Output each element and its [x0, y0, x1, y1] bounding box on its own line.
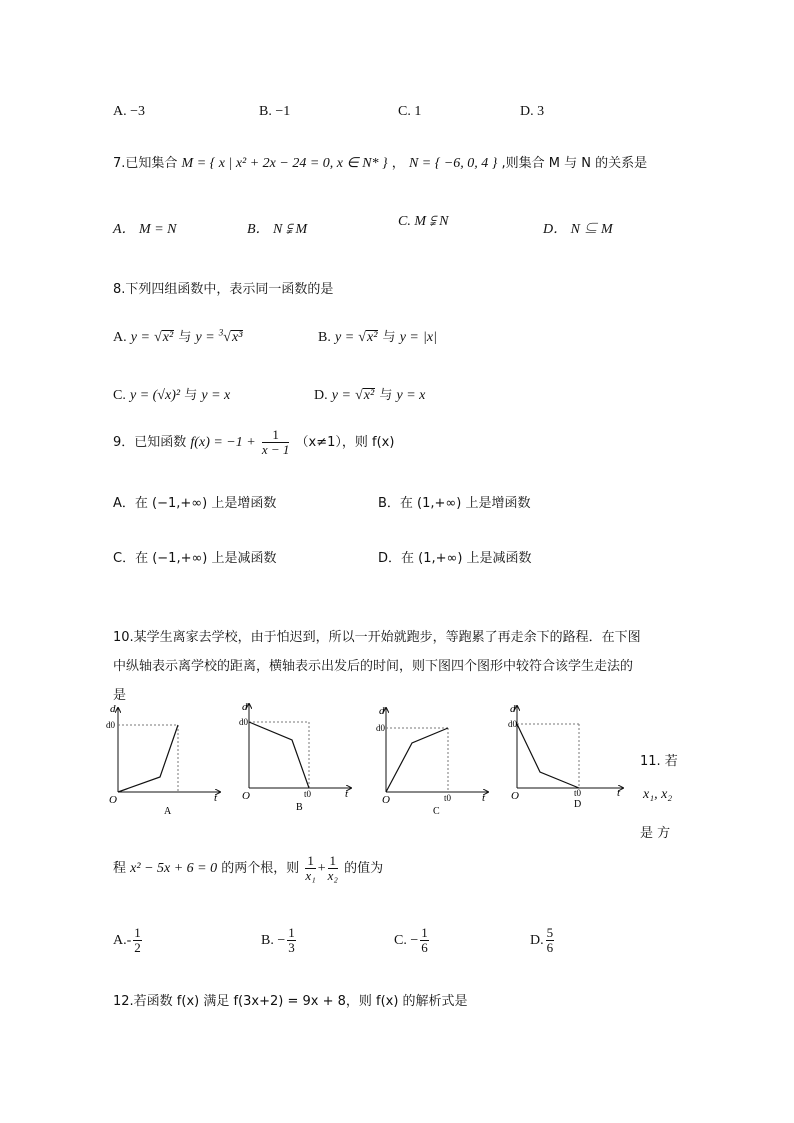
q11-side-1: 11. 若 — [640, 754, 678, 769]
q7-stem-suffix: ,则集合 M 与 N 的关系是 — [501, 156, 648, 171]
q10-c-axis-o: O — [382, 794, 390, 806]
q10-b-axis-t: t — [345, 788, 349, 800]
q10-d-axis-t: t — [617, 787, 621, 799]
q10-b-t0: t0 — [304, 789, 312, 799]
q10-c-axis-t: t — [482, 792, 486, 804]
q9-option-c: C．在 (−1,+∞) 上是减函数 — [113, 551, 277, 566]
q8-option-d: D. y = √x² 与 y = x — [314, 388, 426, 403]
q10-b-axis-o: O — [242, 790, 250, 802]
q8-option-b: B. y = √x² 与 y = |x| — [318, 330, 437, 345]
q10-line3: 是 — [113, 688, 127, 703]
q8-stem: 8.下列四组函数中，表示同一函数的是 — [113, 282, 334, 297]
q10-graph-b — [237, 700, 357, 825]
q7-stem-prefix: 7.已知集合 — [113, 156, 178, 171]
q9-option-b: B．在 (1,+∞) 上是增函数 — [378, 496, 531, 511]
q7-option-d: D． N ⊆ M — [543, 222, 613, 237]
q12-stem: 12.若函数 f(x) 满足 f(3x+2) = 9x + 8，则 f(x) 的解析式是 — [113, 994, 468, 1009]
q10-a-label: A — [164, 806, 172, 817]
q11-option-c: C. − $\frac{1}{6}$ — [394, 925, 428, 955]
q7-option-a: A． M = N — [113, 222, 177, 237]
q10-a-d0: d0 — [106, 720, 115, 730]
q11-fraction-2: $\frac{1}{\text{x₂}}$ — [327, 853, 338, 883]
q7-stem — [113, 152, 647, 172]
q11-option-b: B. − $\frac{1}{3}$ — [261, 925, 295, 955]
q7-sep: ， — [391, 156, 405, 171]
q11-option-d: D. $\frac{5}{6}$ — [530, 925, 554, 955]
q10-graph-a — [108, 700, 228, 825]
q11-side-3: 是 方 — [640, 826, 671, 841]
q10-c-axis-d: d — [379, 705, 385, 717]
q9-fraction: $\frac{1}{x - 1}$ — [261, 427, 290, 457]
q11-stem: 程 x² − 5x + 6 = 0 的两个根，则 $\frac{1}{\text{x₁}}$ + $\frac{1}{\text{x₂}}$ 的值为 — [113, 853, 384, 883]
q7-option-b: B． N ⫋ M — [247, 222, 308, 237]
q9-option-d: D．在 (1,+∞) 上是减函数 — [378, 551, 532, 566]
q7-option-c: C. M ⫋ N — [398, 214, 449, 229]
q9-option-a: A．在 (−1,+∞) 上是增函数 — [113, 496, 277, 511]
q7-set-n: N = { −6, 0, 4 } — [408, 156, 498, 171]
q6-option-c: C. 1 — [398, 104, 422, 119]
q10-c-t0: t0 — [444, 793, 452, 803]
q9-stem: 9．已知函数 f(x) = −1 + $\frac{1}{x - 1}$ （x≠1），则 f(x) — [113, 427, 395, 457]
q11-fraction-1: $\frac{1}{\text{x₁}}$ — [305, 853, 316, 883]
q10-d-t0: t0 — [574, 788, 582, 798]
q10-c-d0: d0 — [376, 723, 385, 733]
q8-option-c: C. y = (√x)² 与 y = x — [113, 388, 231, 403]
q6-option-b: B. −1 — [259, 104, 291, 119]
q10-graph-d — [505, 700, 630, 825]
q6-option-d: D. 3 — [520, 104, 545, 119]
q11-option-a: A.- $\frac{1}{2}$ — [113, 925, 141, 955]
q10-line2: 中纵轴表示离学校的距离，横轴表示出发后的时间，则下图四个图形中较符合该学生走法的 — [113, 659, 634, 674]
q10-line1: 10.某学生离家去学校，由于怕迟到，所以一开始就跑步，等跑累了再走余下的路程．在下图 — [113, 630, 641, 645]
q10-a-axis-t: t — [214, 792, 218, 804]
q11-side-2: x₁, x₂ — [643, 787, 673, 802]
q10-c-label: C — [433, 806, 440, 817]
q6-option-a: A. −3 — [113, 104, 146, 119]
q10-b-label: B — [296, 802, 303, 813]
q10-d-d0: d0 — [508, 719, 517, 729]
q10-b-d0: d0 — [239, 717, 248, 727]
q10-d-label: D — [574, 799, 582, 810]
q10-a-axis-o: O — [109, 794, 117, 806]
q10-a-axis-d: d — [110, 703, 116, 715]
q7-set-m: M = { x | x² + 2x − 24 = 0, x ∈ N* } — [181, 156, 388, 171]
q10-d-axis-d: d — [510, 703, 516, 715]
q10-b-axis-d: d — [242, 701, 248, 713]
q10-d-axis-o: O — [511, 790, 519, 802]
q10-graph-c — [372, 700, 494, 825]
q8-option-a: A. y = √x² 与 y = $^3$√x³ — [113, 327, 243, 345]
